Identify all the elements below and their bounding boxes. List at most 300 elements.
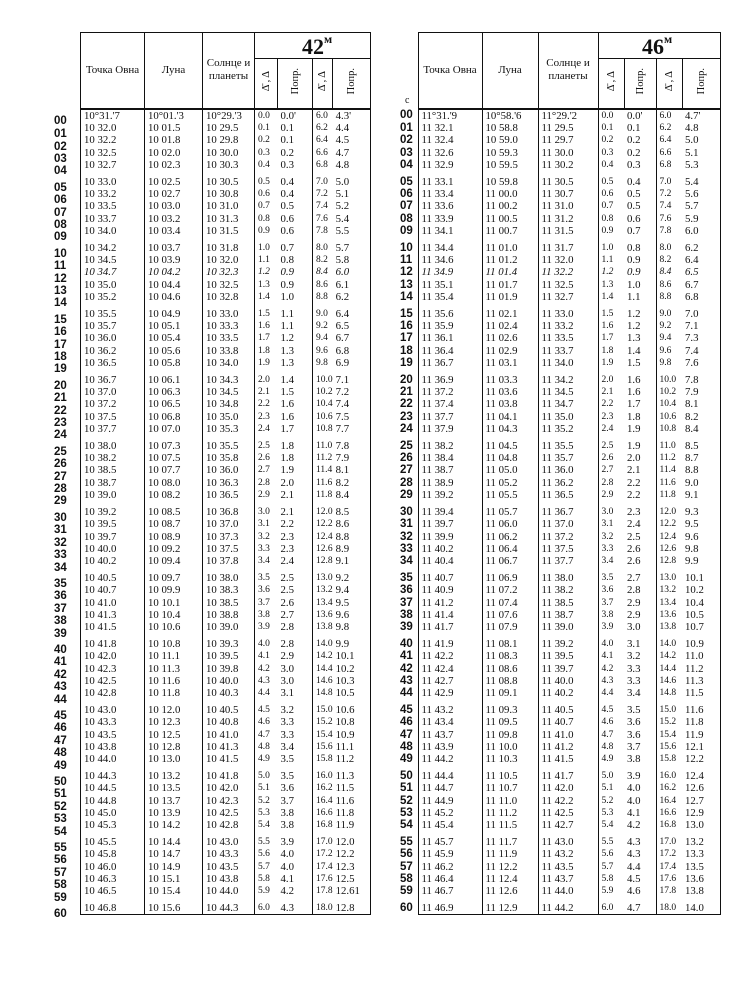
correction-cell: 1.8 [278,452,313,464]
left-delta-header-1 [255,59,278,109]
seconds-cell: 35 [400,571,413,584]
left-seconds-label: 33 [54,549,67,562]
delta-cell: 0.8 [598,213,624,225]
correction-cell: 4.2 [624,819,656,831]
correction-cell: 1.4 [624,345,656,357]
correction-cell: 9.3 [682,502,720,518]
delta-cell: 6.0 [313,109,333,122]
correction-cell: 1.9 [624,436,656,452]
right-moon-header-label: Луна [498,63,522,76]
correction-cell: 4.6 [624,885,656,897]
correction-cell: 3.5 [624,700,656,716]
left-seconds-label: 39 [54,627,67,640]
moon-cell: 10 05.4 [145,332,203,344]
table-row [78,531,371,543]
seconds-cell [54,766,81,789]
aries-cell: 11 38.9 [418,477,482,489]
moon-cell: 10 09.7 [145,568,203,584]
correction-cell: 0.0' [278,109,313,122]
seconds-cell: 51 [400,782,413,795]
correction-cell: 6.9 [333,357,371,369]
moon-cell: 10 59.5 [482,159,538,171]
correction-cell: 4.3 [624,832,656,848]
correction-cell: 9.1 [333,555,371,567]
moon-cell: 10 02.5 [145,172,203,188]
right-seconds-label: с [405,95,410,106]
delta-cell: 7.8 [313,225,333,237]
table-row [398,807,720,819]
table-row [78,675,371,687]
table-row [78,687,371,699]
aries-cell: 11 40.9 [418,584,482,596]
delta-cell: 17.2 [656,848,682,860]
delta-cell: 4.7 [255,729,278,741]
correction-cell: 6.0 [333,266,371,278]
delta-cell: 11.4 [656,464,682,476]
correction-cell: 11.3 [333,766,371,782]
correction-cell: 7.3 [682,332,720,344]
aries-cell: 10 42.5 [81,675,145,687]
left-seconds-label: 04 [54,165,67,178]
moon-cell: 11 00.2 [482,200,538,212]
aries-cell: 10 41.0 [81,597,145,609]
sun-cell: 10 38.0 [203,568,255,584]
moon-cell: 11 06.0 [482,518,538,530]
correction-cell: 10.9 [333,729,371,741]
left-seconds-label: 08 [54,218,67,231]
delta-cell: 17.8 [656,885,682,897]
delta-cell: 10.2 [313,386,333,398]
delta-cell: 13.4 [313,597,333,609]
delta-cell: 8.0 [656,238,682,254]
table-row [78,320,371,332]
sun-cell: 10 37.3 [203,531,255,543]
moon-cell: 10 11.3 [145,663,203,675]
aries-cell: 11 41.7 [418,621,482,633]
delta-cell: 0.5 [255,172,278,188]
correction-cell: 8.4 [682,423,720,435]
sun-cell: 11 38.5 [538,597,598,609]
delta-cell: 4.3 [598,675,624,687]
left-seconds-label: 36 [54,590,67,603]
seconds-cell: 31 [400,518,413,531]
seconds-cell [54,225,81,244]
delta-cell: 10.6 [656,411,682,423]
correction-cell: 9.8 [333,621,371,633]
aries-cell: 11 39.9 [418,531,482,543]
correction-cell: 2.7 [624,568,656,584]
table-row [78,741,371,753]
delta-cell: 8.8 [313,291,333,303]
aries-cell: 11 38.7 [418,464,482,476]
left-seconds-label: 07 [54,206,67,219]
moon-cell: 11 10.3 [482,753,538,765]
moon-cell: 10 05.6 [145,345,203,357]
correction-cell: 11.8 [333,807,371,819]
delta-cell: 1.8 [255,345,278,357]
delta-cell: 5.5 [598,832,624,848]
aries-cell: 10 39.7 [81,531,145,543]
correction-cell: 2.8 [624,584,656,596]
aries-cell: 10 40.7 [81,584,145,596]
seconds-cell: 05 [400,175,413,188]
correction-cell: 12.3 [333,861,371,873]
table-row [78,477,371,489]
seconds-cell: 09 [400,225,413,238]
correction-cell: 3.0 [278,675,313,687]
left-seconds-label: 40 [54,643,67,656]
correction-cell: 4.4 [333,122,371,134]
table-row [78,332,371,344]
delta-cell: 4.5 [598,700,624,716]
correction-cell: 7.5 [333,411,371,423]
sun-cell: 11 35.5 [538,436,598,452]
correction-cell: 9.6 [333,609,371,621]
correction-cell: 2.2 [278,518,313,530]
left-seconds-label: 37 [54,602,67,615]
seconds-cell [54,795,81,813]
left-seconds-label: 14 [54,297,67,310]
aries-cell: 11 42.4 [418,663,482,675]
seconds-cell: 08 [400,212,413,225]
moon-cell: 11 05.5 [482,489,538,501]
sun-cell: 11 34.5 [538,386,598,398]
table-row [398,320,720,332]
table-row [78,502,371,518]
delta-cell: 3.7 [255,597,278,609]
table-row [78,753,371,765]
table-row [398,172,720,188]
moon-cell: 10 04.6 [145,291,203,303]
aries-cell: 10 46.5 [81,885,145,897]
table-row [398,848,720,860]
delta-cell: 1.9 [598,357,624,369]
aries-cell: 11 34.6 [418,254,482,266]
seconds-cell [54,609,81,628]
moon-cell: 10 13.0 [145,753,203,765]
correction-cell: 5.2 [333,200,371,212]
correction-cell: 4.4 [624,861,656,873]
moon-cell: 11 09.8 [482,729,538,741]
delta-cell: 0.8 [255,213,278,225]
delta-cell: 4.6 [255,716,278,728]
delta-cell: 10.0 [313,370,333,386]
left-seconds-label: 58 [54,879,67,892]
correction-cell: 8.9 [333,543,371,555]
delta-cell: 1.7 [255,332,278,344]
seconds-cell: 30 [400,505,413,518]
correction-cell: 6.2 [333,291,371,303]
correction-cell: 3.3 [624,663,656,675]
left-seconds-label: 32 [54,536,67,549]
correction-cell: 3.7 [278,795,313,807]
table-row [78,436,371,452]
moon-cell: 11 08.3 [482,650,538,662]
left-seconds-label: 52 [54,800,67,813]
seconds-cell: 02 [400,134,413,147]
delta-cell: 3.5 [598,568,624,584]
left-seconds-label: 46 [54,722,67,735]
seconds-cell: 20 [400,373,413,386]
aries-cell: 10 35.0 [81,279,145,291]
aries-cell: 10 34.7 [81,266,145,278]
delta-cell: 4.3 [255,675,278,687]
aries-cell: 11 33.4 [418,188,482,200]
correction-cell: 5.4 [682,172,720,188]
delta-cell: 9.4 [656,332,682,344]
left-seconds-label: 45 [54,709,67,722]
aries-cell: 10 36.0 [81,332,145,344]
aries-cell: 11 36.7 [418,357,482,369]
moon-cell: 10°01.'3 [145,109,203,122]
aries-cell: 11 32.4 [418,134,482,146]
aries-cell: 10 41.8 [81,634,145,650]
delta-cell: 1.3 [255,279,278,291]
delta-cell: 1.9 [255,357,278,369]
delta-cell: 0.7 [255,200,278,212]
aries-cell: 11 43.4 [418,716,482,728]
moon-cell: 11 11.5 [482,819,538,831]
sun-cell: 10 32.3 [203,266,255,278]
delta-cell: 11.0 [313,436,333,452]
table-row [398,464,720,476]
sun-cell: 10 38.3 [203,584,255,596]
correction-cell: 9.0 [682,477,720,489]
left-title-number: 42 [302,34,324,59]
delta-cell: 0.9 [255,225,278,237]
sun-cell: 10 42.8 [203,819,255,831]
moon-cell: 11 09.1 [482,687,538,699]
table-row [78,782,371,794]
table-row [398,861,720,873]
delta-cell: 13.2 [313,584,333,596]
left-seconds-label: 47 [54,734,67,747]
table-row [78,716,371,728]
moon-cell: 11 02.6 [482,332,538,344]
moon-cell: 11 07.9 [482,621,538,633]
table-row [398,452,720,464]
aries-cell: 10 44.0 [81,753,145,765]
aries-cell: 10 33.5 [81,200,145,212]
aries-cell: 10 34.2 [81,238,145,254]
delta-cell: 3.4 [598,555,624,567]
left-seconds-label: 13 [54,284,67,297]
delta-cell: 7.0 [656,172,682,188]
delta-cell: 9.6 [313,345,333,357]
correction-cell: 9.6 [682,531,720,543]
seconds-cell [54,172,81,194]
sun-cell: 11 36.7 [538,502,598,518]
left-sun-planets-header [203,33,255,109]
sun-cell: 11 41.0 [538,729,598,741]
moon-cell: 10 12.3 [145,716,203,728]
correction-cell: 4.5 [624,873,656,885]
delta-cell: 2.8 [255,477,278,489]
seconds-cell [54,873,81,892]
moon-cell: 10 02.3 [145,159,203,171]
correction-cell: 0.2 [624,134,656,146]
left-seconds-label: 01 [54,128,67,141]
right-sun-planets-header-label: Солнце и планеты [546,57,590,83]
aries-cell: 10 44.5 [81,782,145,794]
correction-cell: 11.2 [333,753,371,765]
delta-cell: 0.6 [598,188,624,200]
delta-cell: 14.2 [656,650,682,662]
correction-cell: 3.6 [624,716,656,728]
correction-cell: 12.0 [333,832,371,848]
correction-cell: 3.3 [278,729,313,741]
aries-cell: 11 34.4 [418,238,482,254]
correction-cell: 5.1 [333,188,371,200]
correction-cell: 8.8 [333,531,371,543]
seconds-cell: 26 [400,452,413,465]
delta-cell: 17.0 [313,832,333,848]
table-row [78,609,371,621]
moon-cell: 10 08.5 [145,502,203,518]
moon-cell: 10 09.2 [145,543,203,555]
delta-cell: 0.4 [255,159,278,171]
sun-cell: 10 40.5 [203,700,255,716]
moon-cell: 10 14.9 [145,861,203,873]
correction-cell: 2.9 [624,597,656,609]
moon-cell: 11 08.8 [482,675,538,687]
correction-cell: 4.5 [333,134,371,146]
sun-cell: 11 40.0 [538,675,598,687]
delta-cell: 1.0 [255,238,278,254]
moon-cell: 10 06.3 [145,386,203,398]
aries-cell: 11 33.6 [418,200,482,212]
left-seconds-label: 49 [54,759,67,772]
correction-cell: 9.5 [682,518,720,530]
correction-cell: 0.3 [624,159,656,171]
seconds-cell [54,502,81,524]
table-row [398,345,720,357]
table-row [398,782,720,794]
right-corr-header-1 [624,59,656,109]
sun-cell: 11 31.7 [538,238,598,254]
table-row [398,159,720,171]
seconds-cell [54,729,81,747]
right-sun-planets-header [538,33,598,109]
correction-cell: 8.7 [682,452,720,464]
table-row [78,254,371,266]
correction-cell: 2.8 [278,634,313,650]
left-seconds-label: 17 [54,338,67,351]
table-row [398,332,720,344]
seconds-cell [54,898,81,921]
seconds-cell: 59 [400,885,413,898]
correction-cell: 13.5 [682,861,720,873]
correction-cell: 5.6 [682,188,720,200]
seconds-cell: 38 [400,608,413,621]
correction-cell: 3.8 [278,819,313,831]
sun-cell: 10 37.0 [203,518,255,530]
seconds-cell: 21 [400,386,413,399]
left-delta-label: Δ̄ , Δ [317,71,329,92]
correction-cell: 11.6 [682,700,720,716]
sun-cell: 10 41.0 [203,729,255,741]
table-row [398,675,720,687]
delta-cell: 0.3 [255,147,278,159]
delta-cell: 1.4 [598,291,624,303]
delta-cell: 13.4 [656,597,682,609]
correction-cell: 6.0 [682,225,720,237]
delta-cell: 18.0 [656,898,682,915]
correction-cell: 8.2 [682,411,720,423]
table-row [78,225,371,237]
moon-cell: 11 07.2 [482,584,538,596]
left-moon-header [145,33,203,109]
aries-cell: 10 35.7 [81,320,145,332]
table-row [398,700,720,716]
delta-cell: 6.4 [656,134,682,146]
delta-cell: 9.2 [313,320,333,332]
correction-cell: 2.4 [624,518,656,530]
moon-cell: 11 12.2 [482,861,538,873]
correction-cell: 3.9 [624,766,656,782]
correction-cell: 4.3 [624,848,656,860]
aries-cell: 11 37.9 [418,423,482,435]
left-seconds-label: 05 [54,181,67,194]
table-row [78,795,371,807]
seconds-cell [54,584,81,603]
correction-cell: 2.1 [624,464,656,476]
delta-cell: 0.2 [598,134,624,146]
aries-cell: 11 41.2 [418,597,482,609]
correction-cell: 0.8 [278,254,313,266]
delta-cell: 1.3 [598,279,624,291]
aries-cell: 10 35.2 [81,291,145,303]
sun-cell: 10 32.8 [203,291,255,303]
delta-cell: 7.2 [656,188,682,200]
table-row [398,663,720,675]
aries-cell: 11 43.2 [418,700,482,716]
sun-cell: 11 37.2 [538,531,598,543]
sun-cell: 11 32.5 [538,279,598,291]
delta-cell: 3.1 [598,518,624,530]
left-seconds-label: 16 [54,326,67,339]
delta-cell: 7.4 [313,200,333,212]
left-seconds-label: 25 [54,445,67,458]
moon-cell: 11 10.5 [482,766,538,782]
correction-cell: 4.8 [333,159,371,171]
aries-cell: 11 46.2 [418,861,482,873]
sun-cell: 11 40.7 [538,716,598,728]
delta-cell: 3.8 [598,609,624,621]
seconds-cell [54,452,81,471]
delta-cell: 9.8 [313,357,333,369]
aries-cell: 10 32.5 [81,147,145,159]
correction-cell: 7.7 [333,423,371,435]
delta-cell: 6.0 [656,109,682,122]
delta-cell: 8.4 [656,266,682,278]
seconds-cell: 36 [400,584,413,597]
moon-cell: 10 59.3 [482,147,538,159]
right-title-sup: м [664,32,673,46]
sun-cell: 10 30.0 [203,147,255,159]
sun-cell: 11°29.'2 [538,109,598,122]
delta-cell: 3.7 [598,597,624,609]
correction-cell: 0.3 [278,159,313,171]
correction-cell: 3.7 [624,741,656,753]
correction-cell: 10.3 [333,675,371,687]
seconds-cell: 49 [400,753,413,766]
delta-cell: 11.6 [656,477,682,489]
aries-cell: 11 46.9 [418,898,482,915]
delta-cell: 3.4 [255,555,278,567]
seconds-cell [54,122,81,141]
correction-cell: 0.1 [624,122,656,134]
